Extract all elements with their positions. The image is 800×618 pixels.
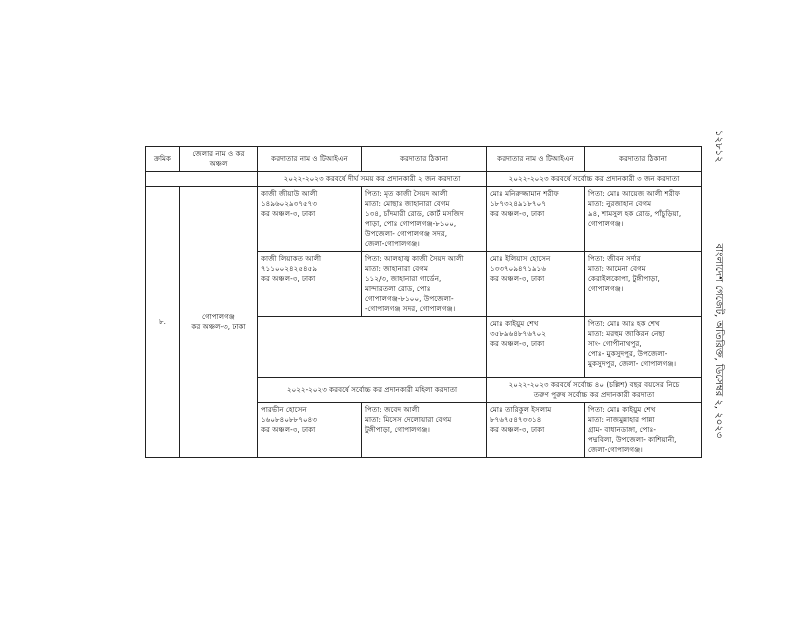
taxpayer-name: পারভীন হোসেন ১৬০৮৪০৮৮৭০৪৩ কর অঞ্চল-৩, ঢাকা	[258, 403, 362, 458]
section-1-right: ২০২২-২০২৩ করবর্ষে সর্বোচ্চ কর প্রদানকারী ৩ জন করদাতা	[487, 172, 702, 187]
header-address-2: করদাতার ঠিকানা	[585, 147, 702, 172]
page-number: ১২৮১২	[713, 130, 724, 163]
section-row-1	[146, 172, 702, 187]
taxpayer-name: মোঃ তারিকুল ইসলাম ৮৭৬৭৫৪৭৩৩১৪ কর অঞ্চল-৩, ঢাকা	[487, 403, 585, 458]
taxpayer-table	[145, 146, 702, 458]
taxpayer-name: কাজী জীয়াউ আলী ১৪৯৬০২৯৩৭৫৭৩ কর অঞ্চল-৩, ঢাকা	[258, 187, 362, 252]
taxpayer-name: মোঃ মনিরুজ্জামান শরীফ ১৮৭৩২৪৯১৮৭০৭ কর অঞ্চল-৩, ঢাকা	[487, 187, 585, 252]
header-district: জেলার নাম ও কর অঞ্চল	[180, 147, 258, 172]
taxpayer-name: মোঃ কাইয়ুম শেখ ৩৫৮৯৬৪৮৭৬৭০২ কর অঞ্চল-৩, ঢাকা	[487, 317, 585, 378]
taxpayer-address: পিতা: মোঃ আঃ হক শেখ মাতা: মরহুম জাকিরন নেছা সাং- গোপীনাথপুর, পোঃ- মুকসুদপুর, উপজেলা- মুকসুদপুর, জেলা- গোপালগঞ্জ।	[585, 317, 702, 378]
taxpayer-address: পিতা: মোঃ কাইয়ুম শেখ মাতা: নাজমুন্নাহার পান্না গ্রাম- বাধানডাঙ্গা, পোঃ- পদ্মবিলা, উপজেলা- কাশিয়ানী, জেলা-গোপালগঞ্জ।	[585, 403, 702, 458]
table-row	[146, 187, 702, 252]
gazette-title: বাংলাদেশ গেজেট, অতিরিক্ত, ডিসেম্বর ২, ২০২৩	[713, 243, 724, 439]
taxpayer-address: পিতা: মোঃ আয়েজ আলী শরীফ মাতা: নুরজাহান বেগম ৯৪, শামসুল হক রোড, পাঁচুড়িয়া, গোপালগঞ্জ।	[585, 187, 702, 252]
header-name-2: করদাতার নাম ও টিআইএন	[487, 147, 585, 172]
header-serial: ক্রমিক	[146, 147, 180, 172]
taxpayer-address: পিতা: জীবন সর্দার মাতা: আমেনা বেগম কেরাইলকোপা, টুঙ্গীপাড়া, গোপালগঞ্জ।	[585, 252, 702, 317]
section-2-right: ২০২২-২০২৩ করবর্ষে সর্বোচ্চ ৪০ (চল্লিশ) বছর বয়সের নিচে তরুণ পুরুষ সর্বোচ্চ কর প্রদানকারী করদাতা	[487, 378, 702, 403]
section-2-left: ২০২২-২০২৩ করবর্ষে সর্বোচ্চ কর প্রদানকারী মহিলা করদাতা	[258, 378, 487, 403]
taxpayer-address: পিতা: আলহাজ্ব কাজী সৈয়দ আলী মাতা: জাহানারা বেগম ১১২/৩, জাহানারা গার্ডেন, মান্দারতলা রোড, পোঃ গোপালগঞ্জ-৮১০০, উপজেলা- -গোপালগঞ্জ সদর, গোপালগঞ্জ।	[362, 252, 487, 317]
empty-cell	[258, 317, 487, 378]
header-address-1: করদাতার ঠিকানা	[362, 147, 487, 172]
header-name-1: করদাতার নাম ও টিআইএন	[258, 147, 362, 172]
table-header-row	[146, 147, 702, 172]
taxpayer-name: কাজী লিয়াকত আলী ৭১১০০২৪২৫৪৫৯ কর অঞ্চল-৩, ঢাকা	[258, 252, 362, 317]
taxpayer-address: পিতা: জবেদ আলী মাতা: মিসেস দেলোয়ারা বেগম টুঙ্গীপাড়া, গোপালগঞ্জ।	[362, 403, 487, 458]
taxpayer-address: পিতা: মৃত কাজী সৈয়দ আলী মাতা: মোছাঃ জাহানারা বেগম ১৩৪, চাঁদমারী রোড, কোর্ট মসজিদ পাড়া, পোঃ গোপালগঞ্জ-৮১০০, উপজেলা- গোপালগঞ্জ সদর, জেলা-গোপালগঞ্জ।	[362, 187, 487, 252]
serial-number: ৮.	[146, 187, 180, 458]
taxpayer-name: মোঃ ইলিয়াস হোসেন ১৩৩৭০৯৪৭১৯১৬ কর অঞ্চল-৩, ঢাকা	[487, 252, 585, 317]
section-1-left: ২০২২-২০২৩ করবর্ষে দীর্ঘ সময় কর প্রদানকারী ২ জন করদাতা	[258, 172, 487, 187]
side-header	[712, 130, 726, 470]
district-cell: গোপালগঞ্জ কর অঞ্চল-৩, ঢাকা	[180, 187, 258, 458]
